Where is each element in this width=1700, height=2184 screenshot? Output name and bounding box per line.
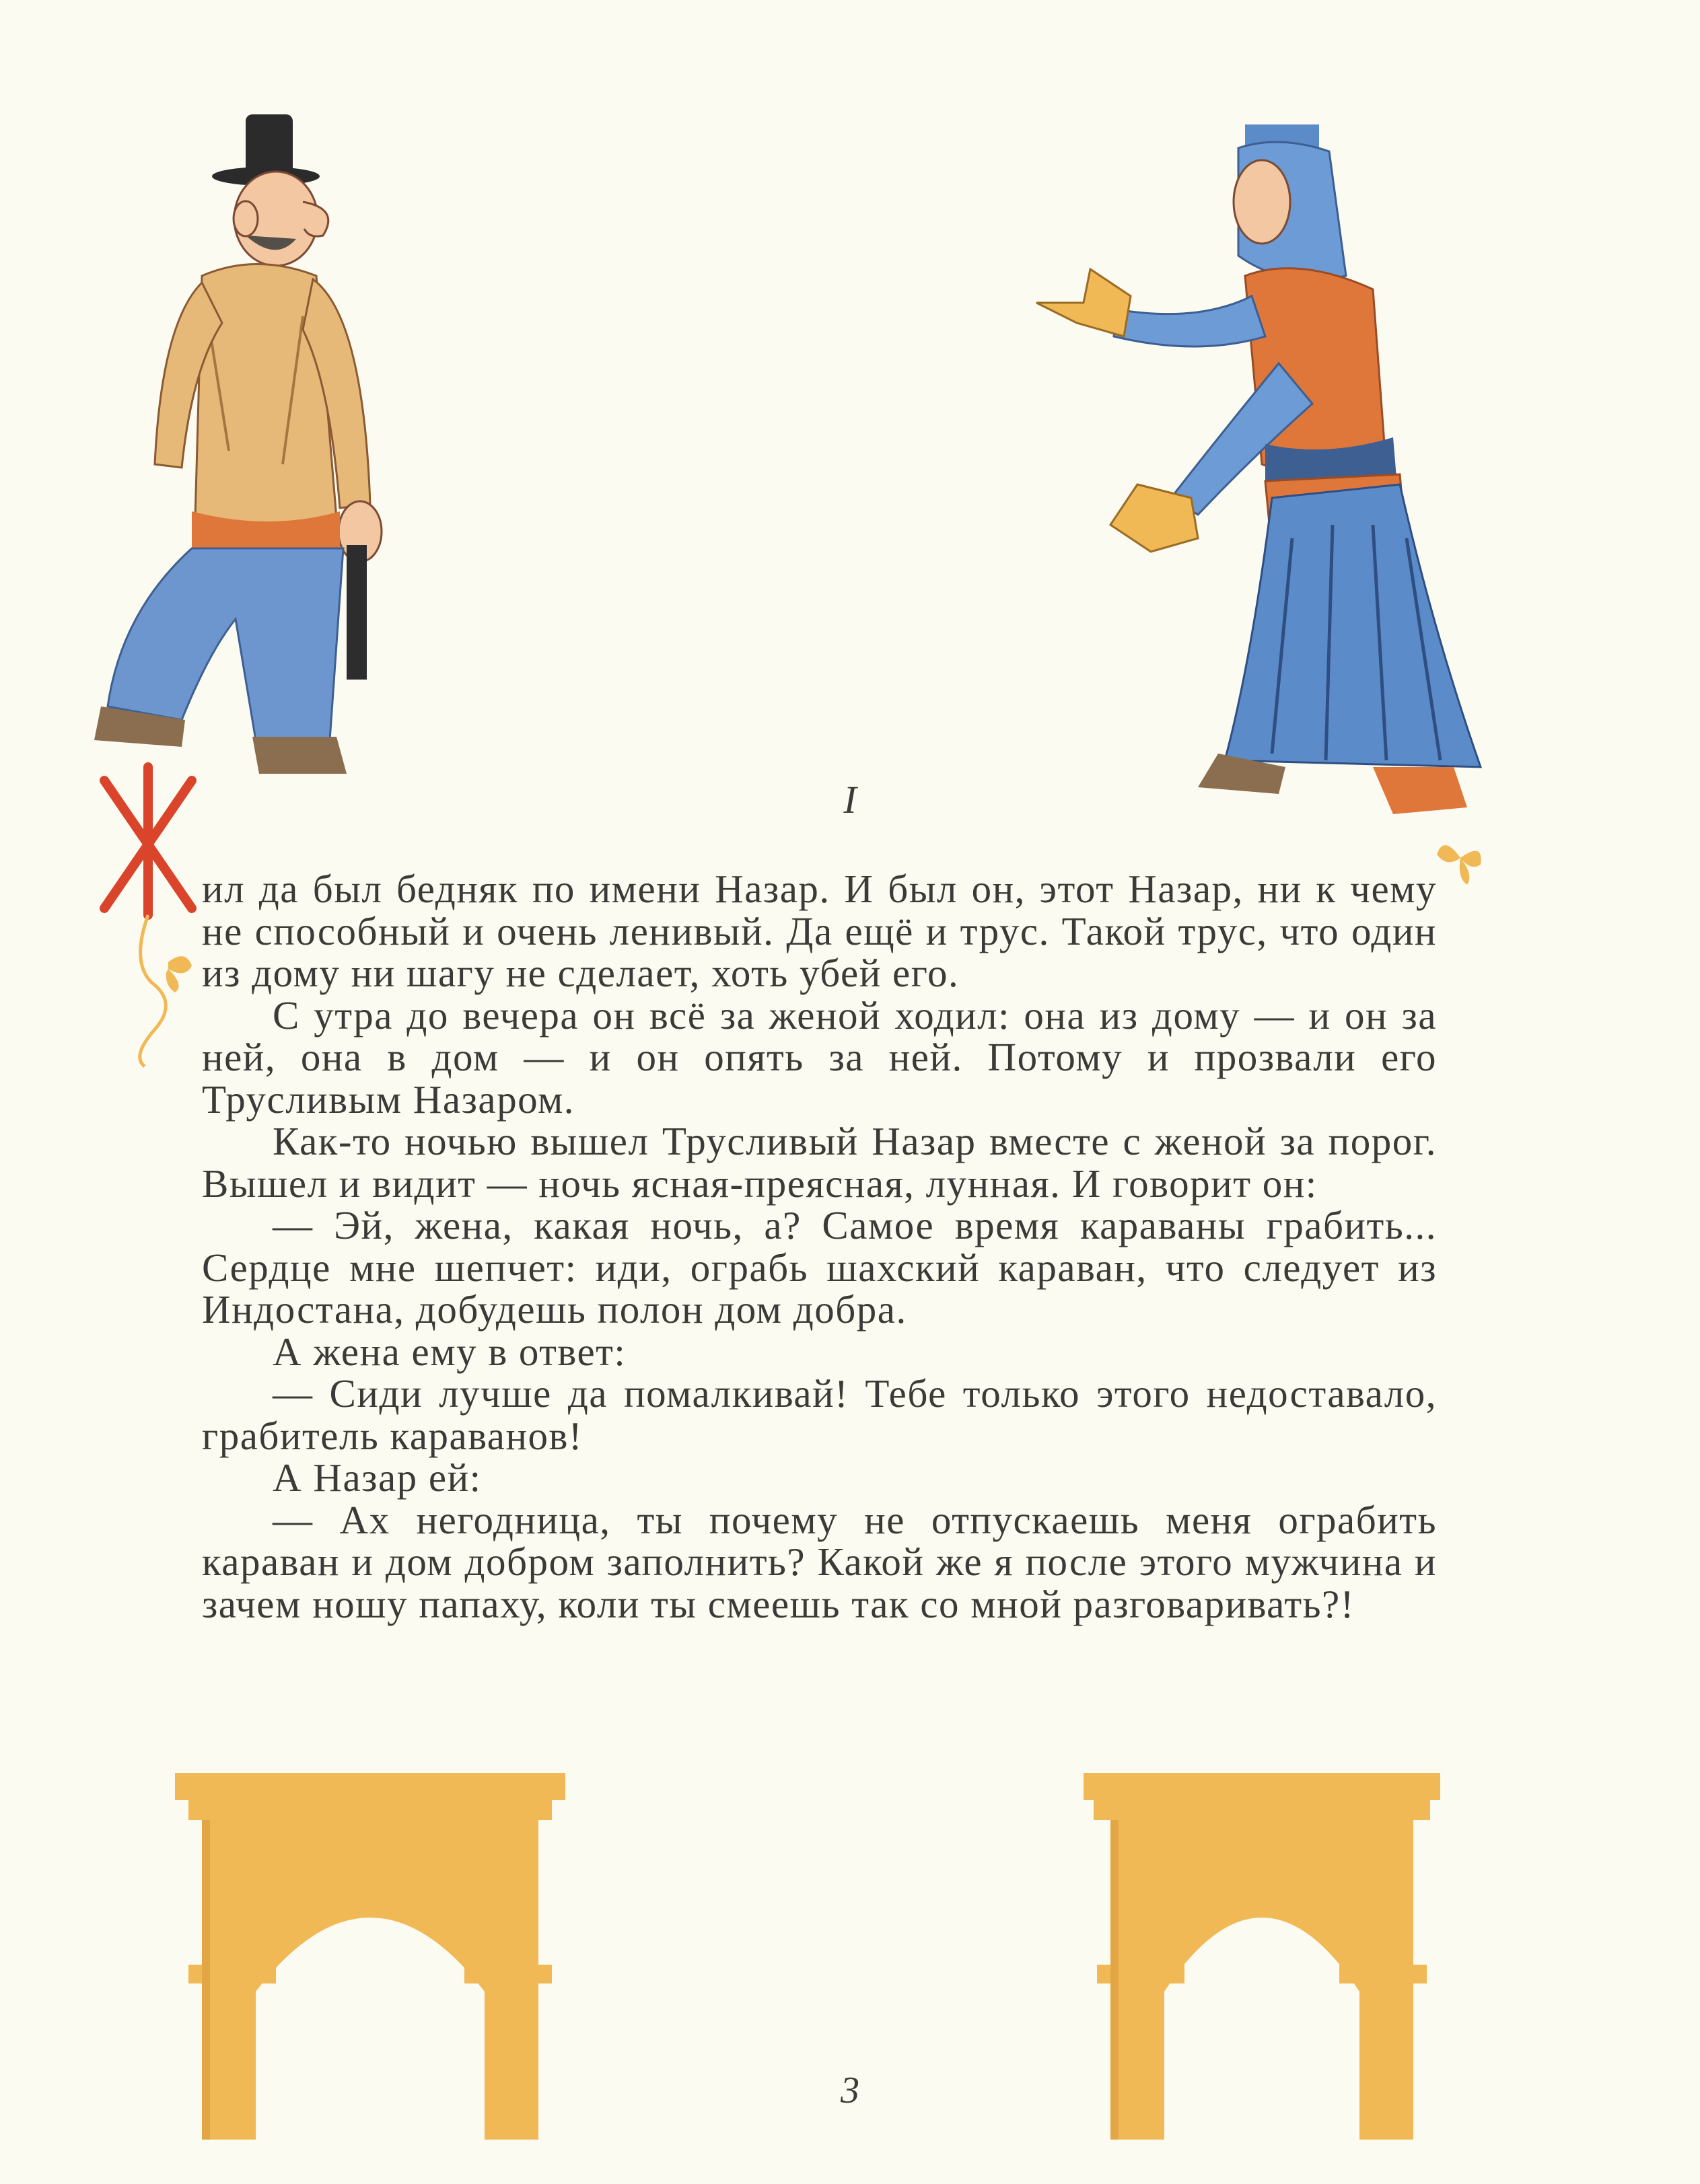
story-text — [202, 868, 1437, 1625]
paragraph: — Ах негодница, ты почему не отпускаешь меня ограбить караван и дом добром заполнить? Какой же я после этого мужчина и зачем ношу папаху, коли ты смеешь так со мной разговаривать?! — [202, 1497, 1437, 1626]
paragraph: — Сиди лучше да помалкивай! Тебе только этого недоставало, грабитель караванов! — [202, 1371, 1437, 1458]
chapter-number: I — [843, 778, 857, 822]
man-illustration — [81, 101, 431, 780]
paragraph: — Эй, жена, какая ночь, а? Самое время караваны грабить... Сердце мне шепчет: иди, ограбь шахский караван, что следует из Индостана, добудешь полон дом добра. — [202, 1203, 1437, 1332]
paragraph: С утра до вечера он всё за женой ходил: она из дому — и он за ней, она в дом — и он опять за ней. Потому и прозвали его Трусливым Назаром. — [202, 992, 1437, 1122]
drop-cap-letter — [91, 760, 92, 761]
paragraph: А Назар ей: — [273, 1455, 482, 1500]
leaf-ornament-icon — [1430, 828, 1491, 888]
paragraph: ил да был бедняк по имени Назар. И был он, этот Назар, ни к чему не способный и очень ленивый. Да ещё и трус. Такой трус, что один из дому ни шагу не сделает, хоть убей его. — [202, 867, 1437, 995]
page-number: 3 — [841, 2070, 859, 2111]
paragraph: Как-то ночью вышел Трусливый Назар вместе с женой за порог. Вышел и видит — ночь ясная-преясная, лунная. И говорит он: — [202, 1119, 1437, 1206]
woman-illustration — [996, 121, 1534, 821]
paragraph: А жена ему в ответ: — [273, 1329, 627, 1374]
